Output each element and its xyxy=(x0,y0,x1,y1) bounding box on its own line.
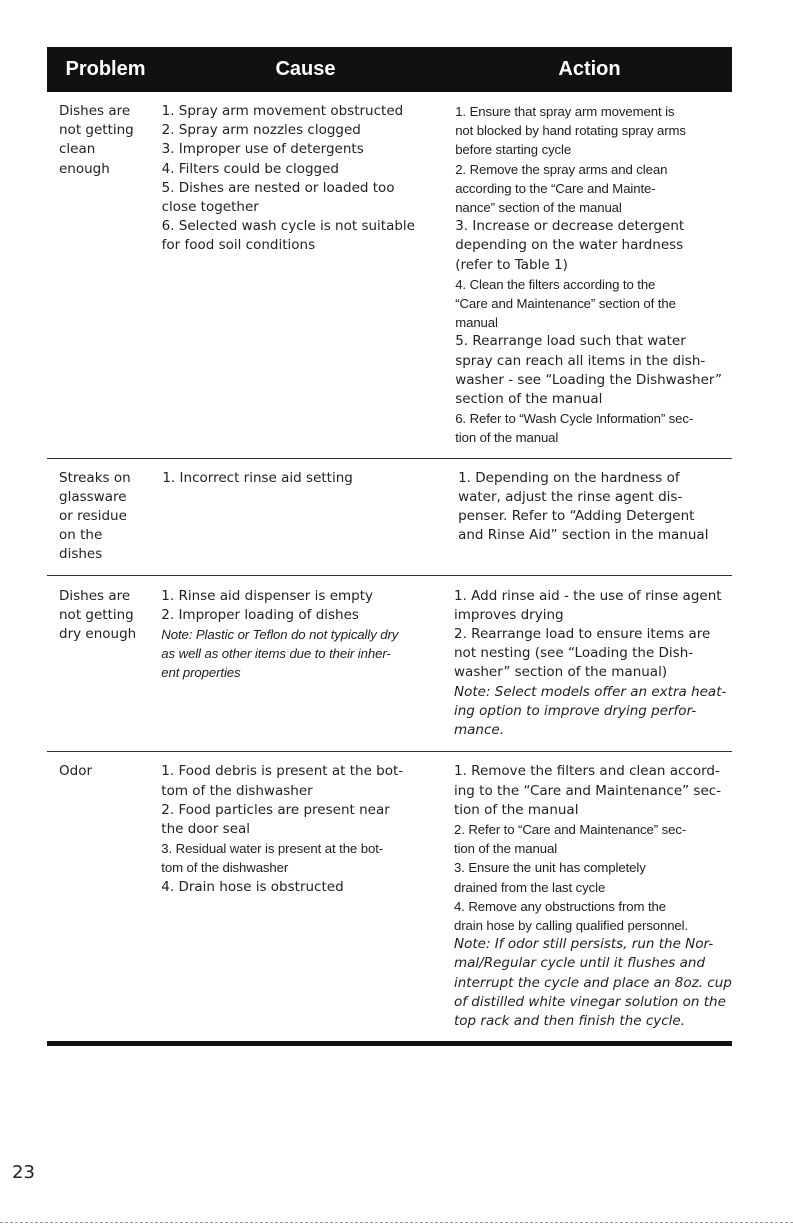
cause-text: as well as other items due to their inher- xyxy=(161,646,391,662)
action-text: spray can reach all items in the dish- xyxy=(455,352,706,369)
action-text: 5. Rearrange load such that water xyxy=(455,333,686,350)
action-text: top rack and then finish the cycle. xyxy=(454,1012,685,1029)
cause-cell xyxy=(162,469,440,565)
problem-text: Dishes are xyxy=(59,587,131,604)
action-text: tion of the manual xyxy=(454,841,558,857)
cause-text: 1. Rinse aid dispenser is empty xyxy=(161,587,374,604)
action-text: ing to the “Care and Maintenance” sec- xyxy=(454,782,722,799)
action-text: Note: Select models offer an extra heat- xyxy=(454,683,727,700)
action-text: 6. Refer to “Wash Cycle Information” sec- xyxy=(455,411,694,427)
action-text: 1. Add rinse aid - the use of rinse agent xyxy=(454,587,722,604)
problem-text: not getting xyxy=(59,122,134,139)
table-row xyxy=(47,459,732,576)
cause-cell xyxy=(161,587,436,741)
page-number: 23 xyxy=(12,1162,35,1183)
action-text: 1. Ensure that spray arm movement is xyxy=(455,104,675,119)
cause-text: 4. Drain hose is obstructed xyxy=(161,878,344,895)
action-text: according to the “Care and Mainte- xyxy=(455,180,656,196)
action-text: 1. Depending on the hardness of xyxy=(458,469,680,486)
header-cause: Cause xyxy=(275,58,336,80)
cause-text: 4. Filters could be clogged xyxy=(161,160,340,177)
action-text: ing option to improve drying perfor- xyxy=(454,702,697,719)
action-text: before starting cycle xyxy=(455,142,572,158)
action-text: section of the manual xyxy=(455,391,603,408)
action-text: 4. Remove any obstructions from the xyxy=(454,898,666,914)
problem-text: Odor xyxy=(59,763,93,780)
action-text: manual xyxy=(455,315,498,331)
cause-text: 1. Food debris is present at the bot- xyxy=(161,763,404,780)
action-text: 2. Remove the spray arms and clean xyxy=(455,161,668,177)
action-text: of distilled white vinegar solution on the xyxy=(454,993,726,1010)
cause-cell xyxy=(162,102,438,448)
action-text: 1. Remove the filters and clean accord- xyxy=(454,763,720,780)
problem-text: Streaks on xyxy=(59,469,131,486)
cause-text: 1. Incorrect rinse aid setting xyxy=(162,469,353,486)
action-text: washer” section of the manual) xyxy=(454,664,668,681)
action-text: Note: If odor still persists, run the Nor- xyxy=(454,936,714,953)
cause-text: 1. Spray arm movement obstructed xyxy=(161,103,404,119)
action-cell xyxy=(455,102,732,448)
cause-text: 3. Improper use of detergents xyxy=(161,141,364,158)
cause-text: tom of the dishwasher xyxy=(161,782,313,799)
action-text: penser. Refer to “Adding Detergent xyxy=(458,508,695,525)
problem-text: glassware xyxy=(59,488,127,505)
cause-text: 5. Dishes are nested or loaded too xyxy=(161,179,395,196)
action-text: and Rinse Aid” section in the manual xyxy=(458,527,709,544)
action-cell xyxy=(454,762,732,1031)
problem-cell xyxy=(47,587,161,741)
header-problem: Problem xyxy=(65,58,146,80)
table-header xyxy=(47,47,732,92)
table-row xyxy=(47,752,732,1046)
action-text: interrupt the cycle and place an 8oz. cup xyxy=(454,974,732,991)
cause-text: for food soil conditions xyxy=(161,237,316,254)
table-row xyxy=(47,576,732,753)
action-text: not blocked by hand rotating spray arms xyxy=(455,123,686,139)
cause-text: close together xyxy=(161,199,259,216)
cause-text: ent properties xyxy=(161,665,241,681)
cause-text: Note: Plastic or Teflon do not typically dry xyxy=(161,627,399,643)
header-action: Action xyxy=(558,58,621,80)
table-row xyxy=(47,92,732,459)
table-body xyxy=(47,92,732,1046)
action-text: drain hose by calling qualified personnel. xyxy=(454,917,689,933)
problem-text: enough xyxy=(59,160,110,177)
action-text: depending on the water hardness xyxy=(455,237,684,254)
action-text: mal/Regular cycle until it flushes and xyxy=(454,955,706,972)
action-text: 2. Rearrange load to ensure items are xyxy=(454,626,711,643)
action-text: 3. Ensure the unit has completely xyxy=(454,860,646,876)
problem-text: dry enough xyxy=(59,626,137,643)
action-text: mance. xyxy=(454,722,504,739)
action-text: “Care and Maintenance” section of the xyxy=(455,296,676,312)
action-text: (refer to Table 1) xyxy=(455,256,568,273)
problem-cell xyxy=(47,102,162,448)
problem-text: Dishes are xyxy=(59,103,131,119)
cause-text: the door seal xyxy=(161,820,251,837)
problem-text: on the xyxy=(59,527,103,544)
page-bottom-rule xyxy=(0,1222,793,1224)
cause-text: tom of the dishwasher xyxy=(161,860,289,876)
problem-text: dishes xyxy=(59,546,103,563)
action-text: washer - see “Loading the Dishwasher” xyxy=(455,371,722,388)
action-text: drained from the last cycle xyxy=(454,879,606,895)
action-text: 4. Clean the filters according to the xyxy=(455,276,656,292)
problem-text: not getting xyxy=(59,606,134,623)
problem-text: clean xyxy=(59,141,96,158)
troubleshooting-table xyxy=(47,47,732,1046)
problem-cell xyxy=(47,762,161,1031)
action-text: not nesting (see “Loading the Dish- xyxy=(454,645,694,662)
problem-cell xyxy=(47,469,162,565)
action-text: 2. Refer to “Care and Maintenance” sec- xyxy=(454,821,687,837)
action-text: 3. Increase or decrease detergent xyxy=(455,218,685,235)
problem-text: or residue xyxy=(59,508,127,525)
cause-text: 2. Improper loading of dishes xyxy=(161,606,359,623)
action-text: tion of the manual xyxy=(454,801,579,818)
action-cell xyxy=(454,587,732,741)
cause-text: 3. Residual water is present at the bot- xyxy=(161,841,384,857)
cause-text: 6. Selected wash cycle is not suitable xyxy=(161,218,415,235)
action-text: water, adjust the rinse agent dis- xyxy=(458,488,683,505)
action-text: improves drying xyxy=(454,606,564,623)
action-text: tion of the manual xyxy=(455,430,559,446)
cause-text: 2. Spray arm nozzles clogged xyxy=(161,122,361,139)
action-cell xyxy=(458,469,732,565)
action-text: nance” section of the manual xyxy=(455,200,622,216)
cause-cell xyxy=(161,762,436,1031)
cause-text: 2. Food particles are present near xyxy=(161,801,390,818)
